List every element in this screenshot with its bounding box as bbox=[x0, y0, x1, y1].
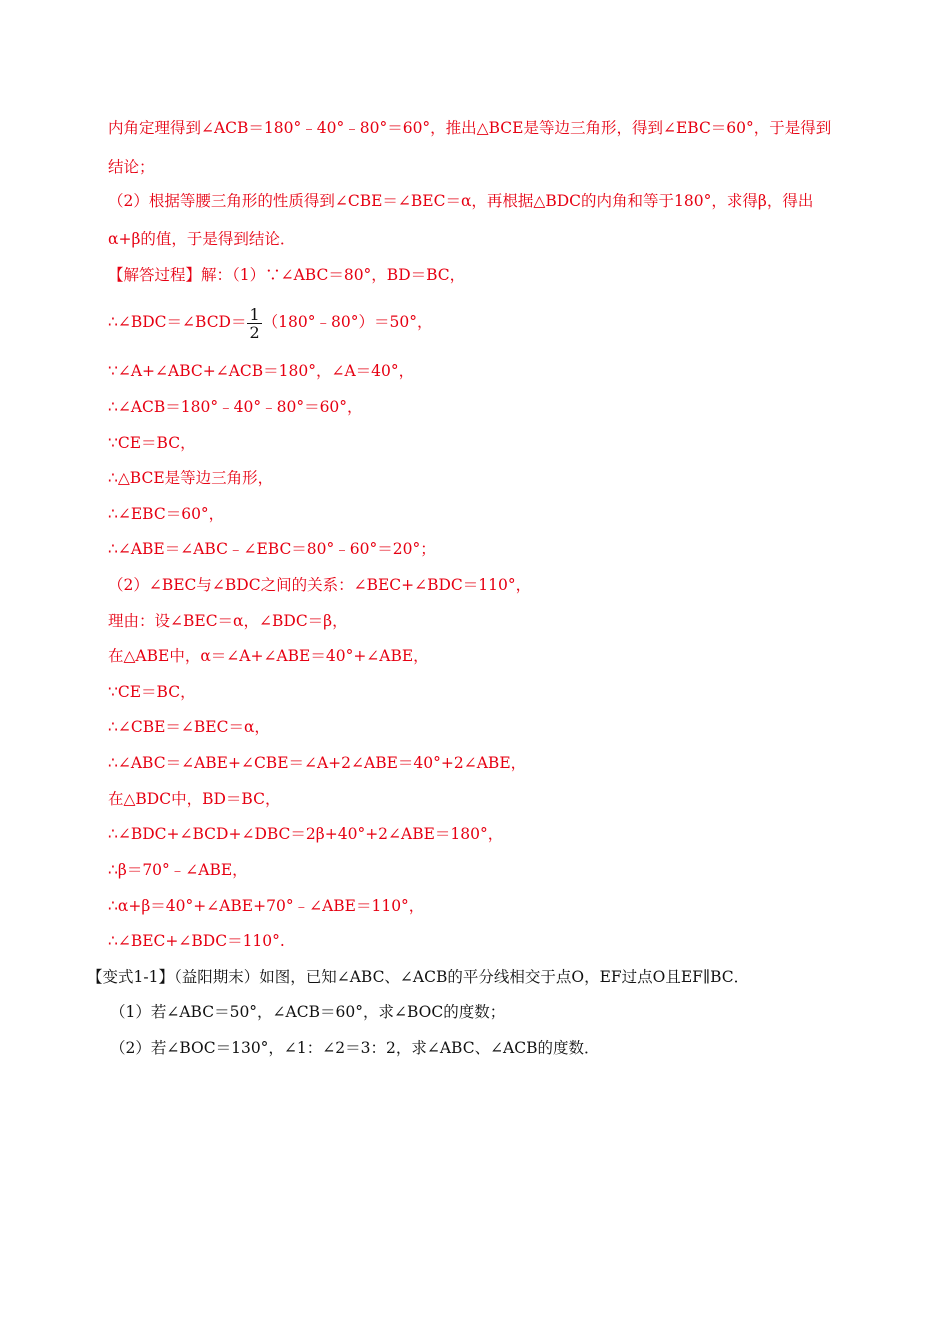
variant-question-1: （1）若∠ABC＝50°，∠ACB＝60°，求∠BOC的度数； bbox=[110, 1003, 506, 1021]
analysis-line-1: 内角定理得到∠ACB＝180°﹣40°﹣80°＝60°，推出△BCE是等边三角形，得到∠EBC＝60°，于是得到 bbox=[108, 119, 832, 137]
solution-step: ∴△BCE是等边三角形， bbox=[108, 469, 274, 487]
fraction-denominator: 2 bbox=[249, 322, 260, 342]
fraction-numerator: 1 bbox=[249, 304, 260, 324]
solution-step: ∴∠ABE＝∠ABC﹣∠EBC＝80°﹣60°＝20°； bbox=[108, 540, 436, 558]
solution-step: ∴∠EBC＝60°， bbox=[108, 505, 225, 523]
fraction-step-prefix: ∴∠BDC＝∠BCD＝ bbox=[108, 313, 247, 331]
variant-title: 【变式1-1】（益阳期末）如图，已知∠ABC、∠ACB的平分线相交于点O，EF过点O且EF∥BC． bbox=[87, 968, 750, 986]
solution-step: 理由：设∠BEC＝α，∠BDC＝β， bbox=[108, 612, 348, 630]
solution-step: ∴α+β＝40°+∠ABE+70°﹣∠ABE＝110°， bbox=[108, 897, 425, 915]
solution-step: ∴∠ABC＝∠ABE+∠CBE＝∠A+2∠ABE＝40°+2∠ABE， bbox=[108, 754, 527, 772]
analysis-line-2: 结论； bbox=[108, 158, 155, 176]
solution-step: ∴∠CBE＝∠BEC＝α， bbox=[108, 718, 270, 736]
analysis-line-3: （2）根据等腰三角形的性质得到∠CBE＝∠BEC＝α，再根据△BDC的内角和等于180°，求得β，得出 bbox=[108, 192, 814, 210]
fraction-one-half bbox=[247, 306, 261, 341]
solution-step: ∴∠ACB＝180°﹣40°﹣80°＝60°， bbox=[108, 398, 363, 416]
solution-step: ∴∠BDC+∠BCD+∠DBC＝2β+40°+2∠ABE＝180°， bbox=[108, 825, 504, 843]
solution-step: ∴∠BEC+∠BDC＝110°. bbox=[108, 932, 285, 950]
analysis-line-4: α+β的值，于是得到结论． bbox=[108, 230, 296, 248]
solution-step: 在△BDC中，BD＝BC， bbox=[108, 790, 281, 808]
fraction-step-suffix: （180°﹣80°）＝50°， bbox=[262, 313, 433, 331]
fraction-step bbox=[108, 302, 432, 342]
solution-step: ∴β＝70°﹣∠ABE， bbox=[108, 861, 248, 879]
solution-step: （2）∠BEC与∠BDC之间的关系：∠BEC+∠BDC＝110°， bbox=[108, 576, 532, 594]
solution-step: ∵CE＝BC， bbox=[108, 683, 196, 701]
solution-step: ∵CE＝BC， bbox=[108, 434, 196, 452]
solution-step: ∵∠A+∠ABC+∠ACB＝180°，∠A＝40°， bbox=[108, 362, 415, 380]
variant-question-2: （2）若∠BOC＝130°，∠1：∠2＝3：2，求∠ABC、∠ACB的度数． bbox=[110, 1039, 600, 1057]
solution-header: 【解答过程】解：（1）∵∠ABC＝80°，BD＝BC， bbox=[108, 266, 466, 284]
solution-step: 在△ABE中，α＝∠A+∠ABE＝40°+∠ABE， bbox=[108, 647, 429, 665]
